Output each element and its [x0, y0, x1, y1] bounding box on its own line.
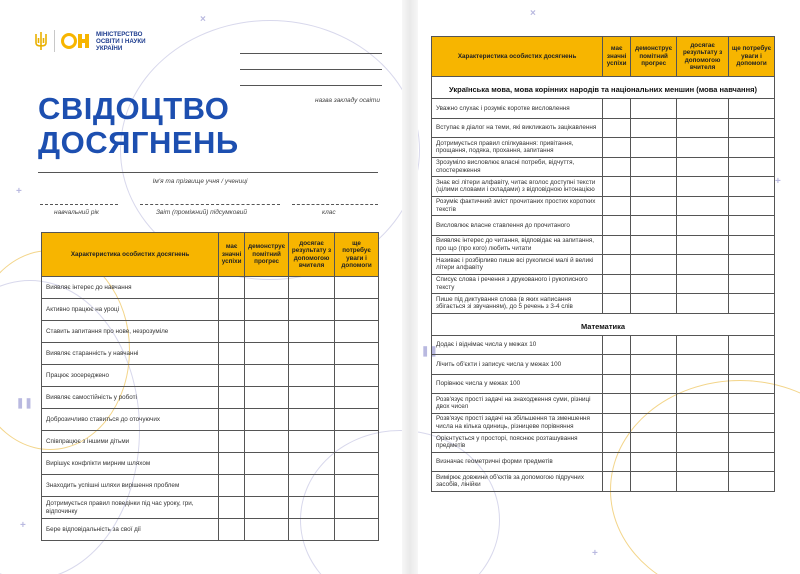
criterion-cell: Працює зосереджено	[42, 365, 219, 387]
rating-cell-c3[interactable]	[289, 431, 335, 453]
header-c1: має значні успіхи	[603, 37, 631, 77]
rating-cell-c4[interactable]	[729, 157, 775, 177]
plus-glyph: +	[20, 520, 26, 531]
table-row	[432, 433, 775, 453]
header-c2: демонструє помітний прогрес	[631, 37, 677, 77]
criterion-cell: Виявляє самостійність у роботі	[42, 387, 219, 409]
section-row	[432, 313, 775, 335]
rating-cell-c3[interactable]	[677, 294, 729, 314]
criterion-cell: Розуміє фактичний зміст прочитаних простих коротких текстів	[432, 196, 603, 216]
rating-cell-c4[interactable]	[335, 277, 379, 299]
table-row	[42, 321, 379, 343]
table-row	[432, 216, 775, 236]
header-c3: досягає результату з допомогою вчителя	[677, 37, 729, 77]
criterion-cell: Вступає в діалог на теми, які викликають зацікавлення	[432, 118, 603, 138]
rating-cell-c2[interactable]	[631, 413, 677, 433]
school-label: назва закладу освіти	[315, 97, 380, 104]
table-row	[432, 177, 775, 197]
table-row	[42, 431, 379, 453]
title-line: СВІДОЦТВО	[38, 91, 230, 126]
rating-cell-c2[interactable]	[245, 475, 289, 497]
achievements-table-right	[431, 36, 775, 492]
table-row	[432, 157, 775, 177]
ministry-line: МІНІСТЕРСТВО	[96, 30, 143, 38]
header-c2: демонструє помітний прогрес	[245, 233, 289, 277]
header-c4: ще потребує уваги і допомоги	[335, 233, 379, 277]
criterion-cell: Доброзичливо ставиться до оточуючих	[42, 409, 219, 431]
rating-cell-c2[interactable]	[631, 433, 677, 453]
logo-separator	[54, 30, 55, 52]
rating-cell-c1[interactable]	[219, 497, 245, 519]
book-spine	[402, 0, 418, 574]
rating-cell-c2[interactable]	[631, 99, 677, 119]
rating-cell-c2[interactable]	[631, 472, 677, 492]
plus-glyph: +	[775, 176, 781, 187]
class-line[interactable]	[292, 204, 378, 205]
rating-cell-c2[interactable]	[631, 118, 677, 138]
report-line[interactable]	[140, 204, 280, 205]
rating-cell-c4[interactable]	[335, 453, 379, 475]
rating-cell-c3[interactable]	[677, 472, 729, 492]
plus-glyph: +	[592, 548, 598, 559]
table-row	[432, 255, 775, 275]
rating-cell-c3[interactable]	[677, 157, 729, 177]
table-row	[432, 413, 775, 433]
table-row	[432, 235, 775, 255]
header-c1: має значні успіхи	[219, 233, 245, 277]
rating-cell-c1[interactable]	[219, 299, 245, 321]
rating-cell-c2[interactable]	[631, 196, 677, 216]
rating-cell-c3[interactable]	[289, 519, 335, 541]
rating-cell-c4[interactable]	[335, 343, 379, 365]
criterion-cell: Активно працює на уроці	[42, 299, 219, 321]
criterion-cell: Пише під диктування слова (в яких написання збігається зі звучанням), до 5 речень з 3-4 слів	[432, 294, 603, 314]
rating-cell-c1[interactable]	[603, 452, 631, 472]
plus-glyph: +	[16, 186, 22, 197]
rating-cell-c3[interactable]	[677, 216, 729, 236]
student-label: Ім'я та прізвище учня / учениці	[152, 178, 248, 185]
ministry-mark-icon	[61, 31, 91, 51]
rating-cell-c1[interactable]	[603, 196, 631, 216]
rating-cell-c1[interactable]	[603, 394, 631, 414]
table-row	[42, 343, 379, 365]
rating-cell-c1[interactable]	[603, 413, 631, 433]
rating-cell-c1[interactable]	[603, 177, 631, 197]
rating-cell-c2[interactable]	[245, 519, 289, 541]
criterion-cell: Розв'язує прості задачі на збільшення та зменшення числа на кілька одиниць, різницеве порівняння	[432, 413, 603, 433]
rating-cell-c1[interactable]	[603, 294, 631, 314]
rating-cell-c1[interactable]	[603, 157, 631, 177]
rating-cell-c4[interactable]	[729, 99, 775, 119]
rating-cell-c3[interactable]	[289, 321, 335, 343]
rating-cell-c2[interactable]	[245, 453, 289, 475]
rating-cell-c1[interactable]	[603, 335, 631, 355]
rating-cell-c1[interactable]	[603, 99, 631, 119]
criterion-cell: Знає всі літери алфавіту, читає вголос доступні тексти (цілими словами і складами) з відповідною інтонацією	[432, 177, 603, 197]
section-title: Українська мова, мова корінних народів та національних меншин (мова навчання)	[432, 77, 775, 99]
rating-cell-c1[interactable]	[603, 374, 631, 394]
pause-glyph: ❚❚	[421, 346, 438, 357]
fill-in-line[interactable]	[240, 54, 382, 70]
rating-cell-c1[interactable]	[219, 475, 245, 497]
rating-cell-c1[interactable]	[603, 255, 631, 275]
rating-cell-c3[interactable]	[289, 277, 335, 299]
table-row	[42, 409, 379, 431]
rating-cell-c4[interactable]	[335, 475, 379, 497]
rating-cell-c4[interactable]	[729, 177, 775, 197]
rating-cell-c2[interactable]	[245, 277, 289, 299]
rating-cell-c4[interactable]	[729, 138, 775, 158]
rating-cell-c1[interactable]	[219, 321, 245, 343]
table-row	[432, 452, 775, 472]
rating-cell-c4[interactable]	[335, 497, 379, 519]
rating-cell-c1[interactable]	[219, 277, 245, 299]
rating-cell-c1[interactable]	[219, 343, 245, 365]
rating-cell-c4[interactable]	[335, 387, 379, 409]
school-name-lines	[240, 38, 382, 86]
rating-cell-c4[interactable]	[335, 519, 379, 541]
rating-cell-c4[interactable]	[335, 299, 379, 321]
header-criteria: Характеристика особистих досягнень	[42, 233, 219, 277]
rating-cell-c1[interactable]	[603, 274, 631, 294]
rating-cell-c3[interactable]	[677, 255, 729, 275]
rating-cell-c2[interactable]	[245, 387, 289, 409]
report-label: Звіт (проміжний) підсумковий	[156, 209, 247, 216]
header-c3: досягає результату з допомогою вчителя	[289, 233, 335, 277]
rating-cell-c2[interactable]	[631, 335, 677, 355]
rating-cell-c1[interactable]	[603, 216, 631, 236]
rating-cell-c3[interactable]	[289, 497, 335, 519]
rating-cell-c4[interactable]	[729, 335, 775, 355]
table-row	[432, 99, 775, 119]
rating-cell-c4[interactable]	[729, 413, 775, 433]
rating-cell-c4[interactable]	[729, 255, 775, 275]
rating-cell-c1[interactable]	[603, 118, 631, 138]
rating-cell-c1[interactable]	[219, 387, 245, 409]
rating-cell-c2[interactable]	[631, 157, 677, 177]
table-row	[42, 387, 379, 409]
table-row	[432, 472, 775, 492]
criterion-cell: Називає і розбірливо пише всі рукописні малі й великі літери алфавіту	[432, 255, 603, 275]
criterion-cell: Орієнтується у просторі, пояснює розташування предметів	[432, 433, 603, 453]
ministry-name	[96, 31, 176, 52]
rating-cell-c2[interactable]	[245, 321, 289, 343]
rating-cell-c2[interactable]	[245, 343, 289, 365]
criterion-cell: Вирішує конфлікти мирним шляхом	[42, 453, 219, 475]
rating-cell-c2[interactable]	[245, 409, 289, 431]
achievements-table-left	[41, 232, 379, 541]
rating-cell-c4[interactable]	[729, 394, 775, 414]
rating-cell-c2[interactable]	[631, 452, 677, 472]
table-row	[42, 365, 379, 387]
rating-cell-c3[interactable]	[677, 374, 729, 394]
table-row	[432, 394, 775, 414]
rating-cell-c4[interactable]	[729, 216, 775, 236]
table-row	[432, 118, 775, 138]
criterion-cell: Вимірює довжини об'єктів за допомогою підручних засобів, лінійки	[432, 472, 603, 492]
criterion-cell: Співпрацює з іншими дітьми	[42, 431, 219, 453]
rating-cell-c2[interactable]	[245, 365, 289, 387]
criterion-cell: Дотримується правил спілкування: привітання, прощання, подяка, прохання, запитання	[432, 138, 603, 158]
criterion-cell: Знаходить успішні шляхи вирішення проблем	[42, 475, 219, 497]
rating-cell-c4[interactable]	[729, 196, 775, 216]
criterion-cell: Додає і віднімає числа у межах 10	[432, 335, 603, 355]
fill-in-line[interactable]	[240, 38, 382, 54]
rating-cell-c4[interactable]	[729, 118, 775, 138]
rating-cell-c3[interactable]	[289, 453, 335, 475]
rating-cell-c2[interactable]	[631, 294, 677, 314]
criterion-cell: Лічить об'єкти і записує числа у межах 100	[432, 355, 603, 375]
table-row	[432, 355, 775, 375]
rating-cell-c3[interactable]	[289, 299, 335, 321]
rating-cell-c3[interactable]	[289, 343, 335, 365]
header-c4: ще потребує уваги і допомоги	[729, 37, 775, 77]
criterion-cell: Зрозуміло висловлює власні потреби, відчуття, спостереження	[432, 157, 603, 177]
criterion-cell: Уважно слухає і розуміє коротке висловлення	[432, 99, 603, 119]
rating-cell-c3[interactable]	[677, 177, 729, 197]
rating-cell-c2[interactable]	[631, 394, 677, 414]
x-glyph: ×	[530, 8, 536, 19]
rating-cell-c2[interactable]	[631, 255, 677, 275]
header-criteria: Характеристика особистих досягнень	[432, 37, 603, 77]
rating-cell-c3[interactable]	[677, 433, 729, 453]
rating-cell-c3[interactable]	[677, 118, 729, 138]
rating-cell-c1[interactable]	[603, 355, 631, 375]
criterion-cell: Виявляє старанність у навчанні	[42, 343, 219, 365]
rating-cell-c3[interactable]	[677, 355, 729, 375]
rating-cell-c3[interactable]	[677, 196, 729, 216]
rating-cell-c4[interactable]	[729, 355, 775, 375]
rating-cell-c3[interactable]	[677, 235, 729, 255]
rating-cell-c4[interactable]	[729, 235, 775, 255]
rating-cell-c3[interactable]	[677, 452, 729, 472]
ministry-line: ОСВІТИ І НАУКИ	[96, 37, 146, 45]
criterion-cell: Порівнює числа у межах 100	[432, 374, 603, 394]
table-row	[42, 277, 379, 299]
rating-cell-c2[interactable]	[631, 235, 677, 255]
table-row	[432, 274, 775, 294]
rating-cell-c1[interactable]	[603, 472, 631, 492]
criterion-cell: Визначає геометричні форми предметів	[432, 452, 603, 472]
rating-cell-c1[interactable]	[603, 138, 631, 158]
rating-cell-c3[interactable]	[289, 365, 335, 387]
section-row	[432, 77, 775, 99]
rating-cell-c4[interactable]	[729, 452, 775, 472]
table-row	[432, 196, 775, 216]
page-title	[38, 92, 239, 160]
rating-cell-c3[interactable]	[677, 274, 729, 294]
table-row	[432, 294, 775, 314]
rating-cell-c4[interactable]	[729, 294, 775, 314]
rating-cell-c3[interactable]	[677, 335, 729, 355]
rating-cell-c1[interactable]	[219, 409, 245, 431]
x-glyph: ×	[200, 14, 206, 25]
year-line[interactable]	[40, 204, 118, 205]
rating-cell-c3[interactable]	[677, 394, 729, 414]
rating-cell-c4[interactable]	[729, 274, 775, 294]
class-label: клас	[322, 209, 336, 216]
rating-cell-c2[interactable]	[245, 299, 289, 321]
table-row	[42, 519, 379, 541]
pause-glyph: ❚❚	[16, 398, 33, 409]
rating-cell-c2[interactable]	[631, 138, 677, 158]
rating-cell-c2[interactable]	[245, 497, 289, 519]
rating-cell-c2[interactable]	[631, 355, 677, 375]
criterion-cell: Дотримується правил поведінки під час уроку, гри, відпочинку	[42, 497, 219, 519]
criterion-cell: Розв'язує прості задачі на знаходження суми, різниці двох чисел	[432, 394, 603, 414]
criterion-cell: Виявляє інтерес до навчання	[42, 277, 219, 299]
rating-cell-c3[interactable]	[289, 409, 335, 431]
rating-cell-c1[interactable]	[219, 453, 245, 475]
table-row	[42, 497, 379, 519]
table-row	[42, 299, 379, 321]
table-row	[42, 453, 379, 475]
rating-cell-c4[interactable]	[335, 365, 379, 387]
rating-cell-c1[interactable]	[603, 433, 631, 453]
trident-icon	[34, 31, 48, 51]
student-name-line[interactable]	[38, 172, 378, 173]
criterion-cell: Списує слова і речення з друкованого і рукописного тексту	[432, 274, 603, 294]
rating-cell-c3[interactable]	[677, 413, 729, 433]
rating-cell-c3[interactable]	[677, 99, 729, 119]
rating-cell-c1[interactable]	[603, 235, 631, 255]
criterion-cell: Висловлює власне ставлення до прочитаного	[432, 216, 603, 236]
rating-cell-c3[interactable]	[289, 475, 335, 497]
rating-cell-c4[interactable]	[729, 374, 775, 394]
table-row	[432, 335, 775, 355]
table-row	[432, 374, 775, 394]
rating-cell-c4[interactable]	[729, 433, 775, 453]
rating-cell-c3[interactable]	[289, 387, 335, 409]
rating-cell-c4[interactable]	[335, 409, 379, 431]
table-row	[42, 475, 379, 497]
rating-cell-c2[interactable]	[631, 177, 677, 197]
rating-cell-c2[interactable]	[631, 274, 677, 294]
rating-cell-c1[interactable]	[219, 365, 245, 387]
fill-in-line[interactable]	[240, 70, 382, 86]
ministry-logo	[34, 30, 176, 52]
table-row	[432, 138, 775, 158]
rating-cell-c4[interactable]	[335, 431, 379, 453]
rating-cell-c2[interactable]	[631, 374, 677, 394]
criterion-cell: Бере відповідальність за свої дії	[42, 519, 219, 541]
rating-cell-c4[interactable]	[729, 472, 775, 492]
title-line: ДОСЯГНЕНЬ	[38, 125, 239, 160]
rating-cell-c3[interactable]	[677, 138, 729, 158]
criterion-cell: Виявляє інтерес до читання, відповідає на запитання, про що (про кого) любить читати	[432, 235, 603, 255]
section-title: Математика	[432, 313, 775, 335]
ministry-line: УКРАЇНИ	[96, 44, 123, 52]
criterion-cell: Ставить запитання про нове, незрозуміле	[42, 321, 219, 343]
rating-cell-c4[interactable]	[335, 321, 379, 343]
rating-cell-c2[interactable]	[631, 216, 677, 236]
rating-cell-c1[interactable]	[219, 519, 245, 541]
year-label: навчальний рік	[54, 209, 99, 216]
rating-cell-c2[interactable]	[245, 431, 289, 453]
rating-cell-c1[interactable]	[219, 431, 245, 453]
